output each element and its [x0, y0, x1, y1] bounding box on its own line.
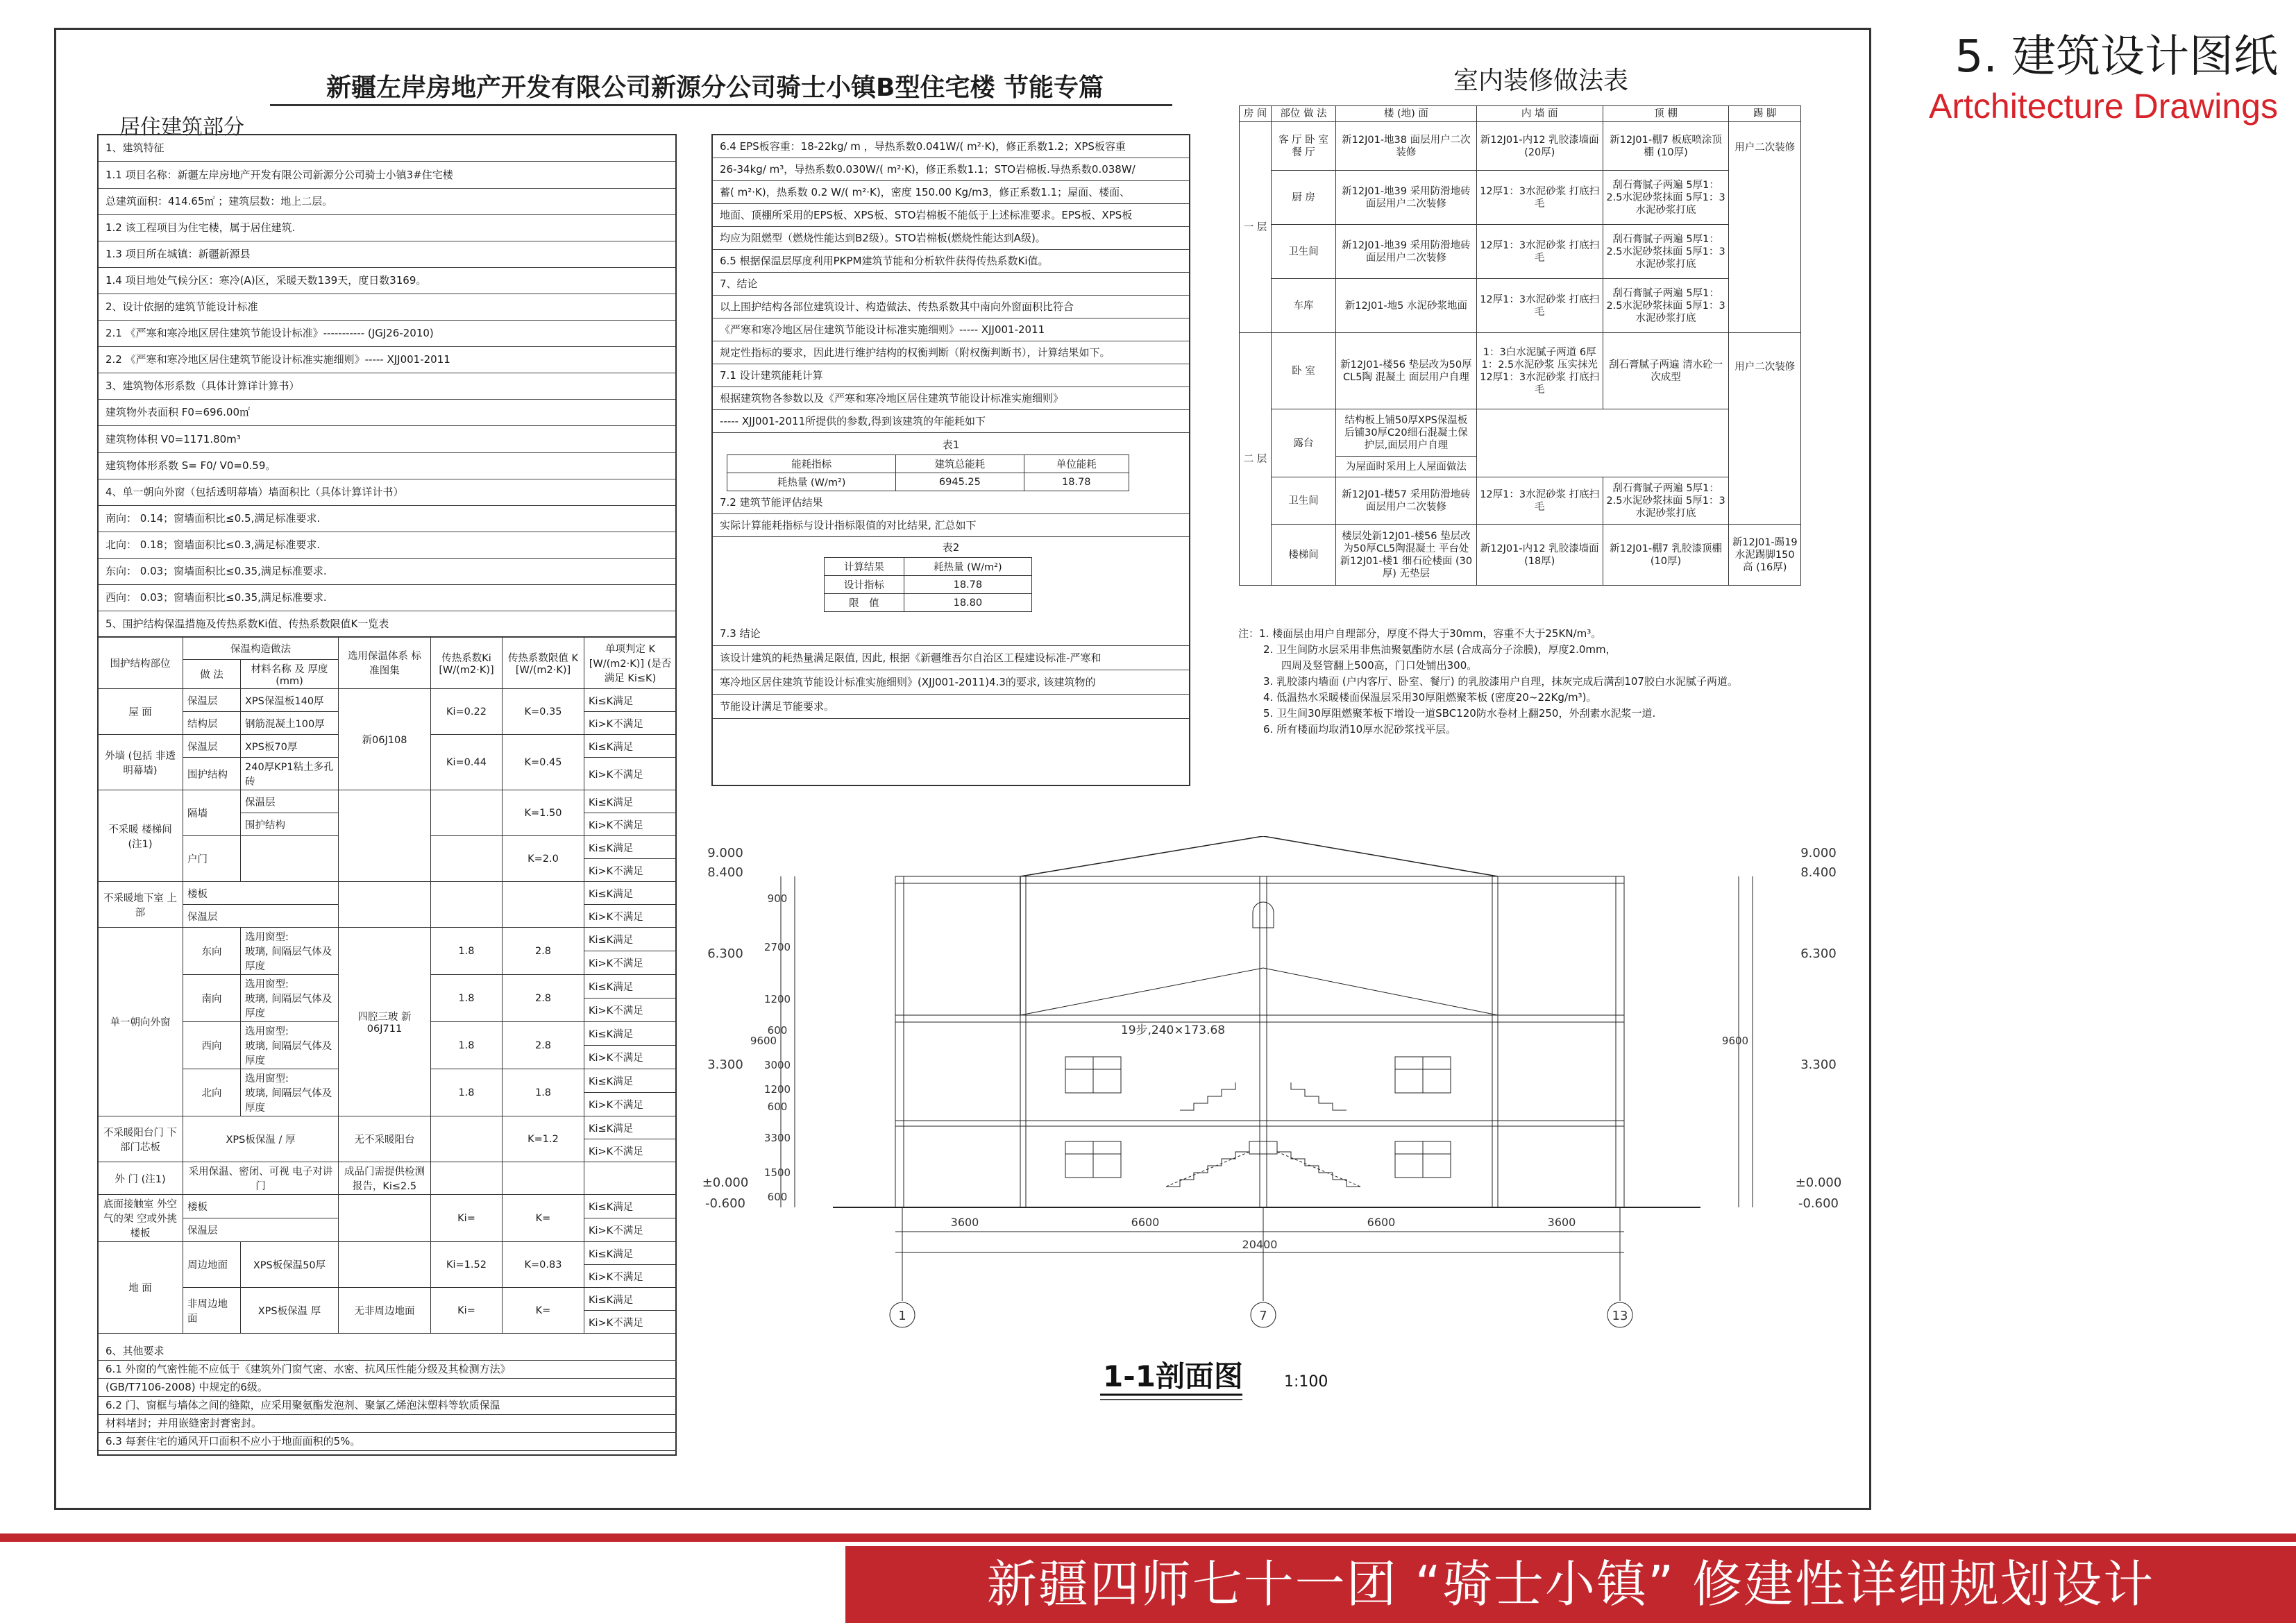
h-dim: 3600: [1547, 1216, 1576, 1229]
window-label: 单一朝向外窗: [98, 928, 183, 1116]
v-dim: 1200: [763, 1083, 791, 1096]
deco-cell: 刮石膏腻子两遍 5厚1：2.5水泥砂浆抹面 5厚1：3水泥砂浆打底: [1603, 279, 1729, 333]
axis-label: 7: [1259, 1309, 1267, 1323]
stair-rail: [1277, 1152, 1360, 1187]
v-dim: 3000: [763, 1059, 791, 1071]
wall-left: [895, 876, 904, 1207]
deco-header: 顶 棚: [1603, 106, 1729, 122]
left-bottom-lines: [99, 1343, 677, 1451]
judge-ok: Ki≤K满足: [584, 1242, 677, 1265]
spec-line: 2.2 《严寒和寒冷地区居住建筑节能设计标准实施细则》----- XJJ001-2011: [99, 347, 675, 373]
note-line: 四周及竖管翻上500高，门口处铺出300。: [1281, 659, 1478, 672]
deco-room: 厨 房: [1271, 171, 1335, 225]
spec-line: 2.1 《严寒和寒冷地区居住建筑节能设计标准》----------- (JGJ26-2010): [99, 321, 675, 347]
middle-spec-column: [711, 134, 1190, 786]
deco-cell: 新12J01-地38 面层用户二次装修: [1336, 122, 1477, 171]
deco-room: 卫生间: [1271, 225, 1335, 279]
th-construction: 保温构造做法: [183, 637, 339, 660]
footer-red-rule: [0, 1533, 2296, 1542]
cell: 楼板: [183, 882, 339, 905]
elevation-left: ±0.000: [702, 1175, 749, 1190]
deco-room: 客 厅 卧 室 餐 厅: [1271, 122, 1335, 171]
judge-ok: Ki≤K满足: [584, 1116, 677, 1139]
decoration-notes: [1238, 626, 1738, 738]
empty-cell: [431, 1116, 503, 1162]
elevation-right: ±0.000: [1795, 1175, 1842, 1190]
table2-cell: 18.80: [904, 594, 1031, 612]
table2-cell: 限 值: [825, 594, 904, 612]
elevation-right: 9.000: [1800, 846, 1837, 860]
v-dim: 900: [767, 892, 788, 905]
window-ki: 1.8: [431, 928, 503, 975]
spec-line: 规定性指标的要求，因此进行维护结构的权衡判断（附权衡判断书），计算结果如下。: [713, 341, 1189, 364]
empty-cell: [431, 790, 503, 836]
spec-line: 蓄( m²·K)，热系数 0.2 W/( m²·K)，密度 150.00 Kg/m3，修正系数1.1；屋面、楼面、: [713, 181, 1189, 204]
judge-ng: Ki>K不满足: [584, 1139, 677, 1162]
v-dim-total: 9600: [1721, 1035, 1749, 1047]
cell: 保温层: [183, 905, 339, 928]
roof-ki: Ki=0.22: [431, 689, 503, 735]
left-spec-column: [97, 134, 677, 1456]
page-subtitle-english: Artchitecture Drawings: [1929, 87, 2278, 126]
ground-inner-mat: XPS板保温 厚: [241, 1288, 339, 1334]
deco-cell: 用户二次装修: [1729, 333, 1801, 525]
judge-ok: Ki≤K满足: [584, 689, 677, 712]
section-labels: [702, 846, 1842, 1323]
spec-line: 建筑物体积 V0=1171.80m³: [99, 426, 675, 453]
elevation-left: -0.600: [704, 1196, 746, 1211]
section-title: 1-1剖面图: [1103, 1359, 1243, 1393]
v-dim: 600: [767, 1024, 788, 1037]
roof-system: 新06J108: [339, 689, 431, 790]
table1-header: 能耗指标: [727, 455, 896, 473]
deco-header: 内 墙 面: [1476, 106, 1603, 122]
spec-line: 1、建筑特征: [99, 135, 675, 162]
roof-label: 屋 面: [98, 689, 183, 735]
ground-inner: 非周边地面: [183, 1288, 241, 1334]
v-dim: 1200: [763, 993, 791, 1005]
spec-line: 以上围护结构各部位建筑设计、构造做法、传热系数其中南向外窗面积比符合: [713, 296, 1189, 318]
deco-cell: 刮石膏腻子两遍 清水砼一次成型: [1603, 333, 1729, 409]
spec-line: 建筑物外表面积 F0=696.00㎡: [99, 400, 675, 426]
window-select: 选用窗型:: [245, 1073, 289, 1085]
empty-cell: [339, 1195, 431, 1242]
note-line: 5. 卫生间30厚阻燃聚苯板下增设一道SBC120防水卷材上翻250，外刮素水泥浆一道.: [1263, 707, 1656, 720]
judge-ng: Ki>K不满足: [584, 758, 677, 790]
window-dir: 北向: [183, 1069, 241, 1116]
note-line: 4. 低温热水采暖楼面保温层采用30厚阻燃聚苯板 (密度20~22Kg/m³)。: [1263, 691, 1597, 704]
spec-line: 6.4 EPS板容重：18-22kg/ m ，导热系数0.041W/( m²·K)，修正系数1.2；XPS板容重: [713, 135, 1189, 158]
v-dim: 600: [767, 1191, 788, 1203]
table2-header: 耗热量 (W/m²): [904, 558, 1031, 576]
ground-edge-ki: Ki=1.52: [431, 1242, 503, 1288]
middle-spec-lines-2: [713, 491, 1189, 537]
door-mat: 采用保温、密闭、可视 电子对讲门: [183, 1162, 339, 1195]
v-dim: 2700: [763, 941, 791, 953]
middle-spec-lines: [713, 135, 1189, 433]
v-dim-total: 9600: [750, 1035, 777, 1047]
judge-ok: Ki≤K满足: [584, 1288, 677, 1311]
table2-cell: 18.78: [904, 576, 1031, 594]
table1-cell: 耗热量 (W/m²): [727, 473, 896, 491]
spec-line: 26-34kg/ m³，导热系数0.030W/( m²·K)，修正系数1.1；STO岩棉板.导热系数0.038W/: [713, 158, 1189, 181]
elevation-left: 6.300: [707, 946, 743, 961]
cell: XPS保温板140厚: [241, 689, 339, 712]
page-header: [1929, 29, 2278, 128]
window-select: 选用窗型:: [245, 1026, 289, 1037]
window-system: 四腔三玻 新06J711: [339, 928, 431, 1116]
decoration-table: [1239, 105, 1801, 586]
judge-ok: Ki≤K满足: [584, 790, 677, 813]
judge-ng: Ki>K不满足: [584, 1046, 677, 1069]
floor-ki: Ki=: [431, 1195, 503, 1242]
judge-ok: Ki≤K满足: [584, 1022, 677, 1046]
empty-cell: [431, 836, 503, 882]
spec-line: 根据建筑物各参数以及《严寒和寒冷地区居住建筑节能设计标准实施细则》: [713, 387, 1189, 410]
deco-header: 房 间: [1240, 106, 1272, 122]
spec-line: 南向： 0.14；窗墙面积比≤0.5,满足标准要求.: [99, 506, 675, 532]
judge-ok: Ki≤K满足: [584, 836, 677, 859]
spec-line: 《严寒和寒冷地区居住建筑节能设计标准实施细则》----- XJJ001-2011: [713, 318, 1189, 341]
energy-table: [97, 636, 677, 1334]
cell: 保温层: [241, 790, 339, 813]
window-dir: 南向: [183, 975, 241, 1022]
table2-cell: 设计指标: [825, 576, 904, 594]
stair-landing: [1249, 1141, 1277, 1154]
deco-cell: 1：3白水泥腻子两道 6厚1：2.5水泥砂浆 压实抹光 12厚1：3水泥砂浆 打底扫毛: [1476, 333, 1603, 409]
deco-cell: 12厚1：3水泥砂浆 打底扫毛: [1476, 477, 1603, 525]
spec-line: 1.1 项目名称：新疆左岸房地产开发有限公司新源分公司骑士小镇3#住宅楼: [99, 162, 675, 189]
deco-floor-1: 一 层: [1240, 122, 1272, 333]
spec-line: (GB/T7106-2008) 中规定的6级。: [99, 1379, 677, 1397]
gable-vent: [1253, 902, 1274, 928]
judge-ng: Ki>K不满足: [584, 999, 677, 1022]
cell: 240厚KP1粘土多孔砖: [241, 758, 339, 790]
ground-inner-sys: 无非周边地面: [339, 1288, 431, 1334]
stair-wall: 隔墙: [183, 790, 241, 836]
wall-k: K=0.45: [503, 735, 584, 790]
empty-cell: [431, 882, 503, 928]
empty-cell: [339, 1242, 431, 1288]
judge-ok: Ki≤K满足: [584, 928, 677, 951]
spec-line: 6.1 外窗的气密性能不应低于《建筑外门窗气密、水密、抗风压性能分级及其检测方法》: [99, 1361, 677, 1379]
deco-room: 卫生间: [1271, 477, 1335, 525]
section-drawing: [694, 836, 1860, 1419]
note-line: 6. 所有楼面均取消10厚水泥砂浆找平层。: [1263, 723, 1457, 736]
deco-header: 部位 做 法: [1271, 106, 1335, 122]
spec-line: 2、设计依据的建筑节能设计标准: [99, 294, 675, 321]
door-sys: 成品门需提供检测 报告，Ki≤2.5: [339, 1162, 431, 1195]
judge-ng: Ki>K不满足: [584, 905, 677, 928]
deco-cell: 刮石膏腻子两遍 5厚1：2.5水泥砂浆抹面 5厚1：3水泥砂浆打底: [1603, 171, 1729, 225]
spec-line: 北向： 0.18；窗墙面积比≤0.3,满足标准要求.: [99, 532, 675, 559]
th-ki: 传热系数Ki [W/(m2·K)]: [431, 637, 503, 689]
ground-edge: 周边地面: [183, 1242, 241, 1288]
elevation-right: 8.400: [1800, 865, 1837, 880]
window-k: 2.8: [503, 975, 584, 1022]
deco-cell: 新12J01-踢19 水泥踢脚150 高 (16厚): [1729, 525, 1801, 586]
deco-cell: 结构板上铺50厚XPS保温板 后铺30厚C20细石混凝土保 护层,面层用户自理: [1336, 409, 1477, 457]
cell: 围护结构: [241, 813, 339, 836]
section-geometry: [781, 836, 1753, 1327]
note-line: 注：1. 楼面层由用户自理部分，厚度不得大于30mm，容重不大于25KN/m³。: [1238, 627, 1602, 640]
stair-flight: [1180, 1082, 1235, 1110]
table1-caption: 表1: [942, 439, 960, 451]
table1: [727, 454, 1129, 491]
th-part: 围护结构部位: [98, 637, 183, 689]
spec-line: 实际计算能耗指标与设计指标限值的对比结果, 汇总如下: [713, 514, 1189, 537]
table1-header: 单位能耗: [1024, 455, 1129, 473]
ground-inner-ki: Ki=: [431, 1288, 503, 1334]
spec-line: 7.3 结论: [713, 622, 1189, 646]
th-judge: 单项判定 K [W/(m2·K)] (是否满足 Ki≤K): [584, 637, 677, 689]
elevation-right: -0.600: [1798, 1196, 1839, 1211]
roof-k: K=0.35: [503, 689, 584, 735]
deco-cell: 新12J01-地39 采用防滑地砖 面层用户二次装修: [1336, 171, 1477, 225]
section-title-group: [1100, 1359, 1328, 1400]
judge-ng: Ki>K不满足: [584, 1265, 677, 1288]
window-ki: 1.8: [431, 975, 503, 1022]
balcony-sys: 无不采暖阳台: [339, 1116, 431, 1162]
spec-line: 7、结论: [713, 273, 1189, 296]
balcony-k: K=1.2: [503, 1116, 584, 1162]
deco-cell: 新12J01-地5 水泥砂浆地面: [1336, 279, 1477, 333]
spec-line: 7.2 建筑节能评估结果: [713, 491, 1189, 514]
spec-line: 材料堵封；并用嵌缝密封膏密封。: [99, 1415, 677, 1433]
spec-line: 总建筑面积：414.65㎡ ；建筑层数：地上二层。: [99, 189, 675, 215]
deco-cell: 用户二次装修: [1729, 122, 1801, 333]
stair-rail: [1166, 1152, 1249, 1187]
deco-empty: [1476, 409, 1729, 477]
gable-roof-line: [1263, 968, 1498, 1015]
empty-cell: [339, 882, 431, 928]
stair-label: 19步,240×173.68: [1120, 1023, 1226, 1037]
gable-roof-line: [1020, 968, 1263, 1015]
deco-header: 楼 (地) 面: [1336, 106, 1477, 122]
ground-edge-mat: XPS板保温50厚: [241, 1242, 339, 1288]
window-glass: 玻璃, 间隔层气体及厚度: [245, 946, 332, 972]
v-dim: 600: [767, 1101, 788, 1113]
empty-cell: [503, 1162, 584, 1195]
judge-ok: Ki≤K满足: [584, 882, 677, 905]
document-title: 新疆左岸房地产开发有限公司新源分公司骑士小镇B型住宅楼 节能专篇: [326, 74, 1104, 102]
spec-line: 建筑物体形系数 S= F0/ V0=0.59。: [99, 453, 675, 479]
footer-banner: 新疆四师七十一团 “骑士小镇” 修建性详细规划设计: [845, 1546, 2296, 1623]
stair-flight: [1291, 1082, 1347, 1110]
judge-ng: Ki>K不满足: [584, 1311, 677, 1334]
deco-cell: 新12J01-楼56 垫层改为50厚CL5陶 混凝土 面层用户自理: [1336, 333, 1477, 409]
cell: 保温层: [183, 735, 241, 758]
judge-ok: Ki≤K满足: [584, 1195, 677, 1218]
spec-line: 1.4 项目地处气候分区：寒冷(A)区，采暖天数139天，度日数3169。: [99, 268, 675, 294]
judge-ng: Ki>K不满足: [584, 1218, 677, 1242]
gable-outline: [1020, 836, 1498, 1015]
spec-line: 1.2 该工程项目为住宅楼，属于居住建筑.: [99, 215, 675, 241]
empty-cell: [241, 836, 339, 882]
deco-cell: 12厚1：3水泥砂浆 打底扫毛: [1476, 171, 1603, 225]
window-select: 选用窗型:: [245, 932, 289, 943]
empty-cell: [339, 790, 431, 882]
stair-k2: K=2.0: [503, 836, 584, 882]
spec-line: 6、其他要求: [99, 1343, 677, 1361]
spec-line: 地面、顶棚所采用的EPS板、XPS板、STO岩棉板不能低于上述标准要求。EPS板、XPS板: [713, 204, 1189, 227]
judge-ok: Ki≤K满足: [584, 975, 677, 999]
window-k: 2.8: [503, 1022, 584, 1069]
table1-cell: 18.78: [1024, 473, 1129, 491]
th-system: 选用保温体系 标准图集: [339, 637, 431, 689]
table1-cell: 6945.25: [896, 473, 1024, 491]
deco-cell: 刮石膏腻子两遍 5厚1：2.5水泥砂浆抹面 5厚1：3水泥砂浆打底: [1603, 477, 1729, 525]
deco-cell: 刮石膏腻子两遍 5厚1：2.5水泥砂浆抹面 5厚1：3水泥砂浆打底: [1603, 225, 1729, 279]
page-title: 5. 建筑设计图纸: [1955, 31, 2278, 83]
window-ki: 1.8: [431, 1069, 503, 1116]
cell: 保温层: [183, 689, 241, 712]
spec-line: 1.3 项目所在城镇：新疆新源县: [99, 241, 675, 268]
axis-label: 1: [898, 1309, 906, 1323]
elevation-right: 3.300: [1800, 1057, 1837, 1072]
deco-cell: 新12J01-棚7 乳胶漆顶棚 (10厚): [1603, 525, 1729, 586]
deco-room: 楼梯间: [1271, 525, 1335, 586]
spec-line: 3、建筑物体形系数（具体计算详计算书）: [99, 373, 675, 400]
cell: XPS板70厚: [241, 735, 339, 758]
cell: 围护结构: [183, 758, 241, 790]
v-dim: 3300: [763, 1132, 791, 1144]
cell: 楼板: [183, 1195, 339, 1218]
spec-line: 均应为阻燃型（燃烧性能达到B2级）。STO岩棉板(燃烧性能达到A级)。: [713, 227, 1189, 250]
table1-header: 建筑总能耗: [896, 455, 1024, 473]
window-dir: 东向: [183, 928, 241, 975]
deco-cell: 新12J01-棚7 板底喷涂顶棚 (10厚): [1603, 122, 1729, 171]
floor-label: 底面接触室 外空气的架 空或外挑楼板: [98, 1195, 183, 1242]
judge-ng: Ki>K不满足: [584, 859, 677, 882]
title-underline: [270, 104, 1172, 106]
window-glass: 玻璃, 间隔层气体及厚度: [245, 994, 332, 1019]
judge-ok: Ki≤K满足: [584, 735, 677, 758]
window-select: 选用窗型:: [245, 979, 289, 990]
h-dim: 3600: [950, 1216, 979, 1229]
h-dim: 6600: [1131, 1216, 1160, 1229]
elevation-left: 3.300: [707, 1057, 743, 1072]
deco-cell: 12厚1：3水泥砂浆 打底扫毛: [1476, 225, 1603, 279]
middle-spec-lines-3: [713, 622, 1189, 719]
deco-header: 踢 脚: [1729, 106, 1801, 122]
judge-ng: Ki>K不满足: [584, 951, 677, 975]
table2: [824, 557, 1032, 612]
th-method: 做 法: [183, 660, 241, 689]
door-label: 外 门 (注1): [98, 1162, 183, 1195]
deco-cell: 为屋面时采用上人屋面做法: [1336, 457, 1477, 477]
cell: 钢筋混凝土100厚: [241, 712, 339, 735]
spec-line: 西向： 0.03；窗墙面积比≤0.35,满足标准要求.: [99, 585, 675, 611]
window-dir: 西向: [183, 1022, 241, 1069]
deco-room: 卧 室: [1271, 333, 1335, 409]
cell: 保温层: [183, 1218, 339, 1242]
spec-line: 寒冷地区居住建筑节能设计标准实施细则》(XJJ001-2011)4.3的要求, 该建筑物的: [713, 670, 1189, 695]
note-line: 3. 乳胶漆内墙面 (户内客厅、卧室、餐厅) 的乳胶漆用户自理，抹灰完成后满刮107胶白水泥腻子两道。: [1263, 675, 1738, 688]
stair-label: 不采暖 楼梯间 (注1): [98, 790, 183, 882]
empty-cell: [584, 1162, 677, 1195]
window-glass: 玻璃, 间隔层气体及厚度: [245, 1088, 332, 1114]
spec-line: 东向： 0.03；窗墙面积比≤0.35,满足标准要求.: [99, 559, 675, 585]
deco-cell: 新12J01-内12 乳胶漆墙面 (18厚): [1476, 525, 1603, 586]
ground-inner-k: K=: [503, 1288, 584, 1334]
empty-cell: [431, 1162, 503, 1195]
note-line: 2. 卫生间防水层采用非焦油聚氨酯防水层 (合成高分子涂膜)，厚度2.0mm，: [1263, 643, 1617, 656]
deco-floor-2: 二 层: [1240, 333, 1272, 586]
judge-ng: Ki>K不满足: [584, 813, 677, 836]
deco-cell: 新12J01-楼57 采用防滑地砖 面层用户二次装修: [1336, 477, 1477, 525]
window-k: 1.8: [503, 1069, 584, 1116]
spec-line: ----- XJJ001-2011所提供的参数,得到该建筑的年能耗如下: [713, 410, 1189, 433]
deco-cell: 新12J01-地39 采用防滑地砖 面层用户二次装修: [1336, 225, 1477, 279]
v-dim: 1500: [763, 1166, 791, 1179]
spec-line: 6.3 每套住宅的通风开口面积不应小于地面面积的5%。: [99, 1433, 677, 1451]
h-dim-total: 20400: [1242, 1238, 1278, 1251]
left-spec-lines: [99, 135, 675, 638]
decoration-table-title: 室内装修做法表: [1453, 67, 1628, 95]
balcony-mat: XPS板保温 / 厚: [183, 1116, 339, 1162]
ground-label: 地 面: [98, 1242, 183, 1334]
wall-right: [1616, 876, 1624, 1207]
spec-line: 4、单一朝向外窗（包括透明幕墙）墙面积比（具体计算详计书）: [99, 479, 675, 506]
stair-door: 户门: [183, 836, 241, 882]
spec-line: 7.1 设计建筑能耗计算: [713, 364, 1189, 387]
deco-cell: 12厚1：3水泥砂浆 打底扫毛: [1476, 279, 1603, 333]
basement-label: 不采暖地下室 上部: [98, 882, 183, 928]
spec-line: 节能设计满足节能要求。: [713, 695, 1189, 719]
table2-caption: 表2: [942, 541, 960, 554]
th-material: 材料名称 及 厚度(mm): [241, 660, 339, 689]
spec-line: 6.2 门、窗框与墙体之间的缝隙，应采用聚氨酯发泡剂、聚氯乙烯泡沫塑料等软质保温: [99, 1397, 677, 1415]
window-ki: 1.8: [431, 1022, 503, 1069]
wall-label: 外墙 (包括 非透明幕墙): [98, 735, 183, 790]
empty-cell: [503, 882, 584, 928]
spec-line: 该设计建筑的耗热量满足限值, 因此, 根据《新疆维吾尔自治区工程建设标准-严寒和: [713, 646, 1189, 670]
spec-line: 6.5 根据保温层厚度利用PKPM建筑节能和分析软件获得传热系数Ki值。: [713, 250, 1189, 273]
deco-room: 露台: [1271, 409, 1335, 477]
h-dim: 6600: [1367, 1216, 1396, 1229]
section-label: 居住建筑部分: [119, 115, 244, 139]
floor-k: K=: [503, 1195, 584, 1242]
th-k: 传热系数限值 K [W/(m2·K)]: [503, 637, 584, 689]
elevation-left: 9.000: [707, 846, 743, 860]
deco-cell: 楼层处新12J01-楼56 垫层改为50厚CL5陶混凝土 平台处新12J01-楼1 细石砼楼面 (30厚) 无垫层: [1336, 525, 1477, 586]
wall-ki: Ki=0.44: [431, 735, 503, 790]
window-glass: 玻璃, 间隔层气体及厚度: [245, 1041, 332, 1067]
spec-line: 5、围护结构保温措施及传热系数Ki值、传热系数限值K一览表: [99, 611, 675, 638]
judge-ng: Ki>K不满足: [584, 712, 677, 735]
ground-edge-k: K=0.83: [503, 1242, 584, 1288]
cell: 结构层: [183, 712, 241, 735]
judge-ng: Ki>K不满足: [584, 1093, 677, 1116]
stair-k1: K=1.50: [503, 790, 584, 836]
table2-header: 计算结果: [825, 558, 904, 576]
judge-ok: Ki≤K满足: [584, 1069, 677, 1093]
window-k: 2.8: [503, 928, 584, 975]
balcony-label: 不采暖阳台门 下部门芯板: [98, 1116, 183, 1162]
section-scale: 1:100: [1284, 1373, 1328, 1391]
deco-cell: 新12J01-内12 乳胶漆墙面 (20厚): [1476, 122, 1603, 171]
elevation-right: 6.300: [1800, 946, 1837, 961]
deco-room: 车库: [1271, 279, 1335, 333]
elevation-left: 8.400: [707, 865, 743, 880]
axis-label: 13: [1612, 1309, 1628, 1323]
